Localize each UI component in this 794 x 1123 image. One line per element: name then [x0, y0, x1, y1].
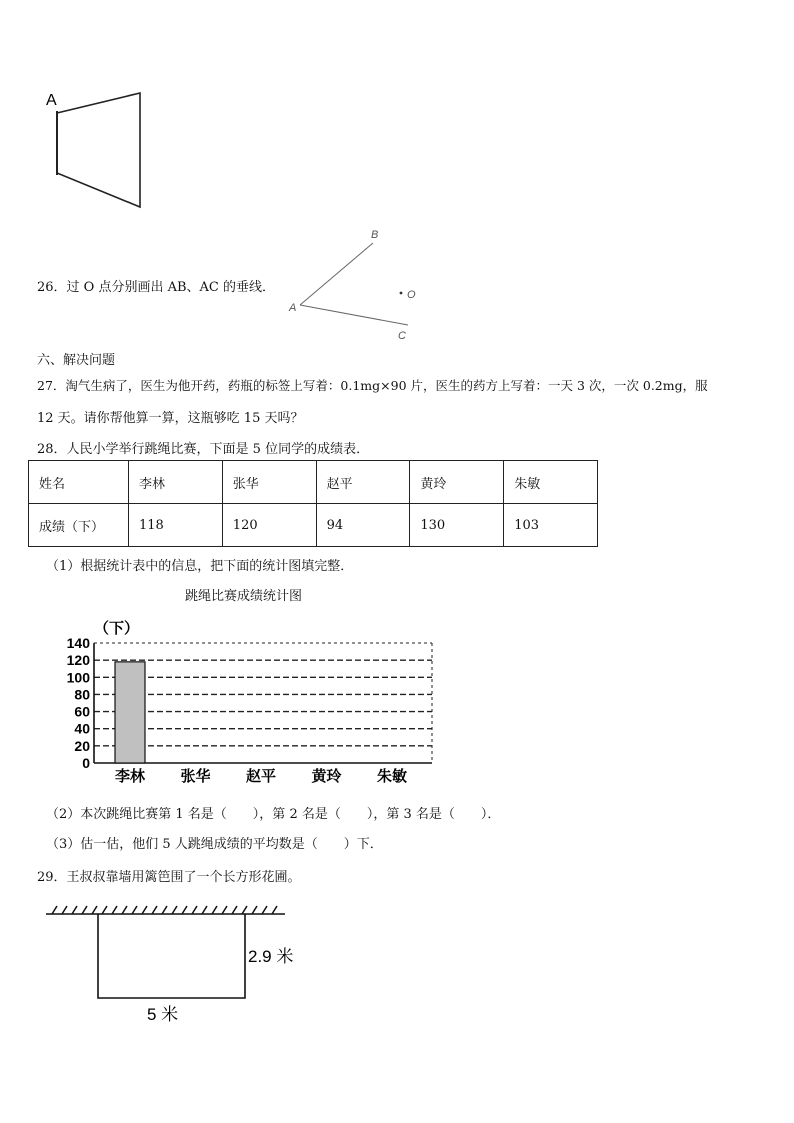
hatch-mark: [112, 906, 117, 914]
table-cell-name: 朱敏: [504, 461, 598, 504]
point-o: [400, 292, 403, 295]
hatch-mark: [72, 906, 77, 914]
figure-a-shape: [57, 93, 140, 207]
figure-a: [40, 85, 150, 215]
label-c: C: [398, 330, 406, 342]
y-tick-label: 60: [74, 703, 90, 720]
hatch-mark: [192, 906, 197, 914]
y-tick-label: 80: [74, 686, 90, 703]
y-tick-label: 20: [74, 737, 90, 754]
y-tick-label: 100: [66, 669, 90, 686]
x-tick-label: 张华: [180, 768, 211, 785]
x-tick-label: 朱敏: [376, 768, 408, 785]
hatch-mark: [222, 906, 227, 914]
hatch-mark: [182, 906, 187, 914]
q26-figure: [280, 225, 430, 345]
ray-ab: [300, 243, 373, 305]
garden-figure: [40, 895, 310, 1030]
hatch-mark: [62, 906, 67, 914]
q29-text: 29．王叔叔靠墙用篱笆围了一个长方形花圃。: [37, 870, 301, 885]
table-header-label: 姓名: [29, 461, 129, 504]
q27-line2: 12 天。请你帮他算一算，这瓶够吃 15 天吗？: [37, 411, 304, 426]
hatch-mark: [262, 906, 267, 914]
y-tick-label: 40: [74, 720, 90, 737]
x-tick-label: 黄玲: [311, 768, 342, 785]
table-row: [29, 504, 598, 547]
hatch-mark: [122, 906, 127, 914]
hatch-mark: [162, 906, 167, 914]
label-b: B: [371, 229, 379, 241]
table-cell-name: 李林: [129, 461, 223, 504]
y-tick-label: 140: [66, 635, 90, 651]
hatch-mark: [172, 906, 177, 914]
q28-sub2: （2）本次跳绳比赛第 1 名是（ ），第 2 名是（ ），第 3 名是（ ）．: [46, 807, 501, 822]
q28-sub3: （3）估一估，他们 5 人跳绳成绩的平均数是（ ）下．: [46, 837, 383, 852]
y-axis-unit: （下）: [94, 620, 140, 637]
q27-line1: 27．淘气生病了，医生为他开药，药瓶的标签上写着：0.1mg×90 片，医生的药方上写着：一天 3 次，一次 0.2mg，服: [37, 378, 708, 393]
hatch-mark: [212, 906, 217, 914]
ray-ac: [300, 305, 408, 325]
y-tick-label: 0: [82, 755, 90, 771]
y-tick-label: 120: [66, 652, 90, 669]
q26-text: 26．过 O 点分别画出 AB、AC 的垂线．: [37, 280, 276, 295]
hatch-mark: [242, 906, 247, 914]
x-tick-label: 李林: [114, 768, 146, 785]
label-a: A: [289, 302, 297, 314]
hatch-mark: [252, 906, 257, 914]
table-cell-score: 103: [504, 504, 598, 547]
hatch-mark: [102, 906, 107, 914]
q28-intro: 28．人民小学举行跳绳比赛，下面是 5 位同学的成绩表．: [37, 442, 370, 457]
table-cell-name: 张华: [222, 461, 316, 504]
figure-a-label: A: [46, 92, 57, 109]
hatch-mark: [92, 906, 97, 914]
bar: [115, 662, 145, 763]
hatch-mark: [152, 906, 157, 914]
table-row-label: 成绩（下）: [29, 504, 129, 547]
fence-rectangle: [98, 914, 245, 998]
wall-hatching: [52, 906, 277, 914]
hatch-mark: [82, 906, 87, 914]
chart-title: 跳绳比赛成绩统计图: [185, 589, 303, 604]
hatch-mark: [272, 906, 277, 914]
table-cell-name: 黄玲: [410, 461, 504, 504]
height-label: 2.9 米: [248, 947, 294, 966]
q28-sub1: （1）根据统计表中的信息，把下面的统计图填完整．: [46, 559, 354, 574]
hatch-mark: [52, 906, 57, 914]
section-heading: 六、解决问题: [37, 353, 116, 368]
bar-chart: [60, 612, 450, 792]
table-row: [29, 461, 598, 504]
width-label: 5 米: [147, 1005, 179, 1024]
hatch-mark: [202, 906, 207, 914]
hatch-mark: [232, 906, 237, 914]
table-cell-score: 118: [129, 504, 223, 547]
x-tick-label: 赵平: [245, 768, 277, 785]
scores-table: [28, 460, 598, 547]
table-cell-score: 94: [316, 504, 410, 547]
hatch-mark: [132, 906, 137, 914]
table-cell-name: 赵平: [316, 461, 410, 504]
label-o: O: [407, 289, 416, 301]
table-cell-score: 130: [410, 504, 504, 547]
hatch-mark: [142, 906, 147, 914]
table-cell-score: 120: [222, 504, 316, 547]
